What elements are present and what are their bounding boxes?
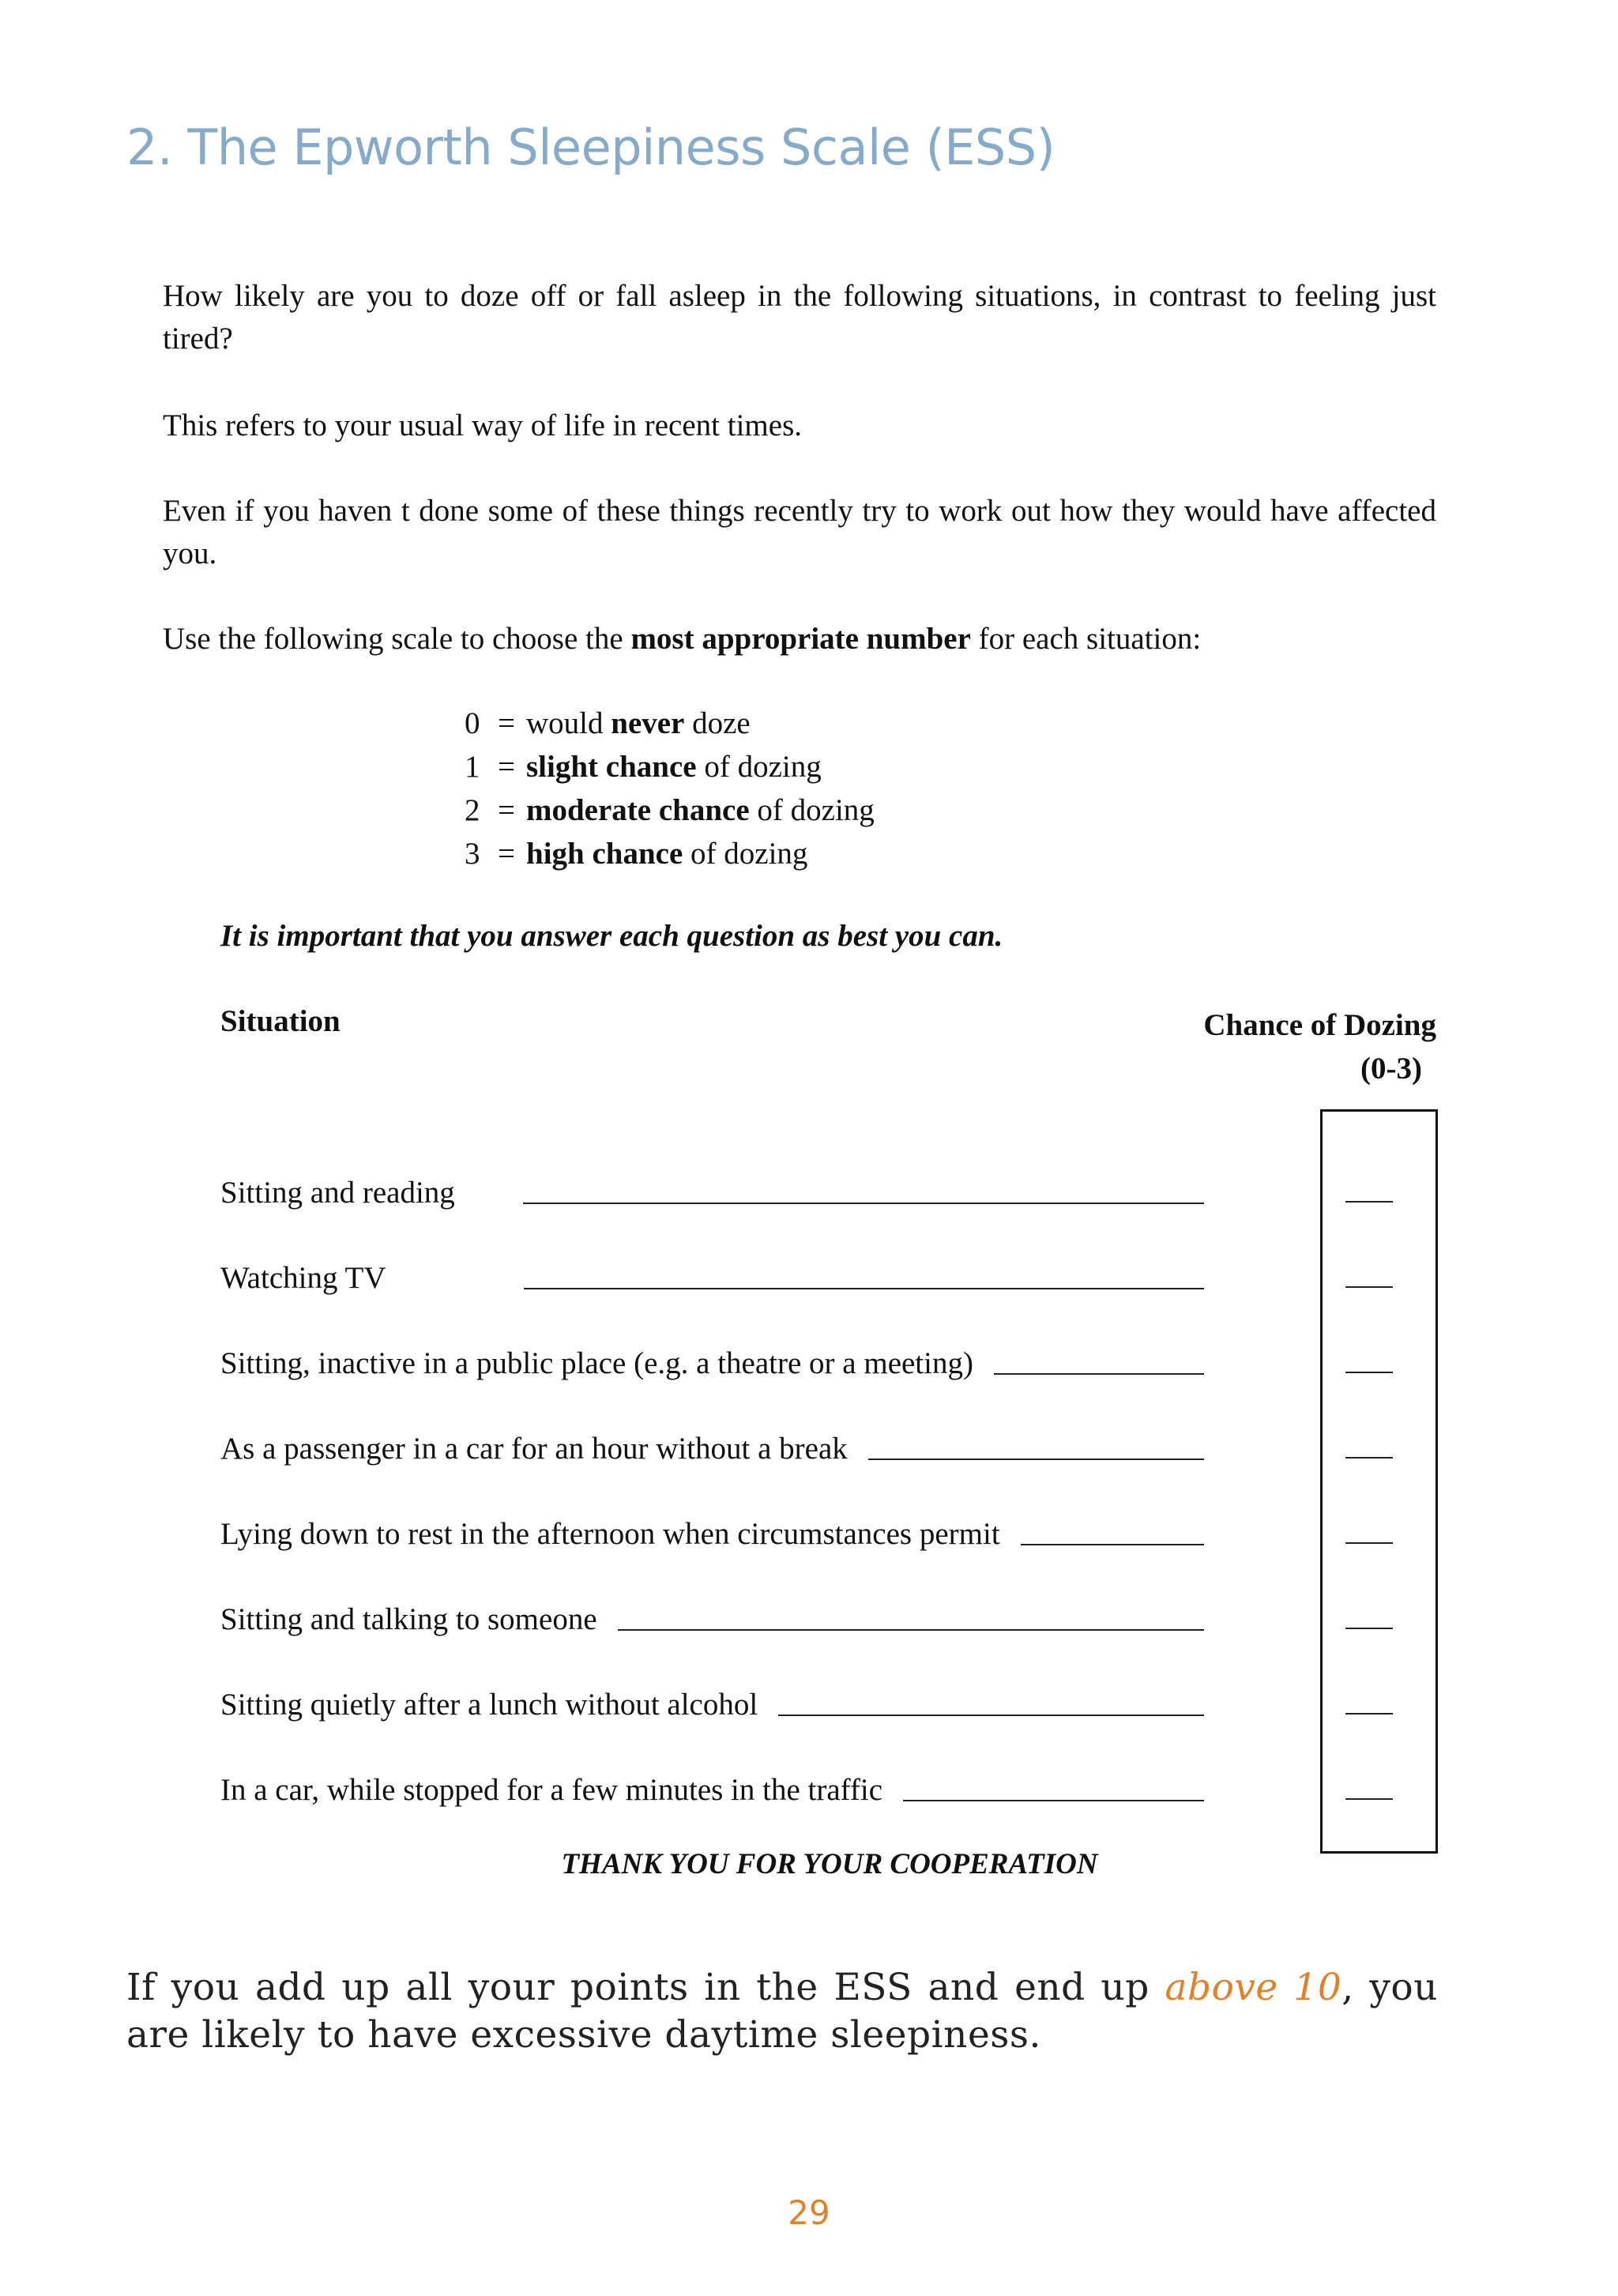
answer-blank[interactable] <box>1345 1286 1393 1288</box>
scale-number: 3 <box>465 837 480 871</box>
summary-after: , you are likely to have excessive daytime sleepiness. <box>126 1966 1438 2057</box>
situation-label: Watching TV <box>220 1261 386 1295</box>
scale-text-post: of dozing <box>683 837 808 871</box>
scale-text-post: doze <box>684 706 751 740</box>
situation-underline <box>994 1372 1204 1375</box>
scale-text-bold: never <box>611 706 685 740</box>
situation-underline <box>1021 1543 1204 1545</box>
scale-legend <box>465 702 875 875</box>
situation-row <box>220 1253 1204 1300</box>
situation-label: Lying down to rest in the afternoon when circumstances permit <box>220 1517 1000 1551</box>
answer-blank[interactable] <box>1345 1457 1393 1459</box>
situation-label: Sitting, inactive in a public place (e.g. a theatre or a meeting) <box>220 1346 973 1380</box>
scale-item <box>465 789 875 832</box>
scale-equals: = <box>498 793 515 827</box>
score-column-box <box>1320 1109 1438 1854</box>
situation-row <box>220 1424 1204 1471</box>
situation-underline <box>868 1458 1204 1460</box>
situation-label: In a car, while stopped for a few minutes in the traffic <box>220 1773 883 1807</box>
instruction-text-after: for each situation: <box>970 622 1202 656</box>
scale-number: 0 <box>465 706 480 740</box>
scale-number: 2 <box>465 793 480 827</box>
intro-scale-instruction <box>163 618 1436 661</box>
answer-blank[interactable] <box>1345 1372 1393 1373</box>
instruction-text-before: Use the following scale to choose the <box>163 622 631 656</box>
situation-underline <box>903 1799 1204 1801</box>
situation-underline <box>778 1714 1204 1716</box>
answer-blank[interactable] <box>1345 1201 1393 1203</box>
situation-row <box>220 1509 1204 1556</box>
situation-underline <box>524 1287 1204 1289</box>
scale-number: 1 <box>465 750 480 784</box>
summary-highlight: above 10 <box>1165 1966 1342 2009</box>
scale-text-bold: high chance <box>526 837 683 871</box>
situation-row <box>220 1594 1204 1642</box>
summary-text <box>126 1964 1438 2059</box>
summary-before: If you add up all your points in the ESS and end up <box>126 1966 1165 2009</box>
situation-row <box>220 1168 1204 1215</box>
scale-text-bold: moderate chance <box>526 793 750 827</box>
scale-item <box>465 832 875 875</box>
instruction-bold: most appropriate number <box>630 622 971 656</box>
scale-equals: = <box>498 750 515 784</box>
answer-blank[interactable] <box>1345 1542 1393 1544</box>
situation-row <box>220 1680 1204 1727</box>
situation-underline <box>618 1628 1204 1631</box>
intro-question: How likely are you to doze off or fall asleep in the following situations, in contrast to feeling just tired? <box>163 279 1436 356</box>
chance-header <box>1203 1003 1436 1090</box>
scale-equals: = <box>498 706 515 740</box>
intro-recent-times: This refers to your usual way of life in recent times. <box>163 408 803 442</box>
page-title: 2. The Epworth Sleepiness Scale (ESS) <box>126 119 1055 176</box>
scale-text-pre: would <box>526 706 611 740</box>
situation-label: Sitting and reading <box>220 1176 455 1210</box>
scale-item <box>465 745 875 789</box>
situation-label: Sitting and talking to someone <box>220 1602 597 1636</box>
chance-header-label: Chance of Dozing <box>1203 1008 1436 1042</box>
answer-blank[interactable] <box>1345 1713 1393 1714</box>
scale-text-post: of dozing <box>749 793 875 827</box>
situation-label: Sitting quietly after a lunch without alcohol <box>220 1688 758 1722</box>
scale-text-bold: slight chance <box>526 750 697 784</box>
intro-even-if: Even if you haven t done some of these things recently try to work out how they would have affected you. <box>163 494 1436 570</box>
situation-underline <box>523 1202 1204 1204</box>
chance-header-range: (0-3) <box>1360 1052 1422 1086</box>
scale-equals: = <box>498 837 515 871</box>
answer-blank[interactable] <box>1345 1798 1393 1800</box>
situation-row <box>220 1765 1204 1812</box>
situation-label: As a passenger in a car for an hour without a break <box>220 1432 848 1466</box>
answer-blank[interactable] <box>1345 1628 1393 1629</box>
thank-you-note: THANK YOU FOR YOUR COOPERATION <box>561 1848 1098 1880</box>
scale-text-post: of dozing <box>696 750 822 784</box>
important-note: It is important that you answer each question as best you can. <box>220 919 1003 953</box>
page-number: 29 <box>788 2193 830 2232</box>
situation-row <box>220 1338 1204 1386</box>
scale-item <box>465 702 875 745</box>
situation-header: Situation <box>220 1004 341 1038</box>
